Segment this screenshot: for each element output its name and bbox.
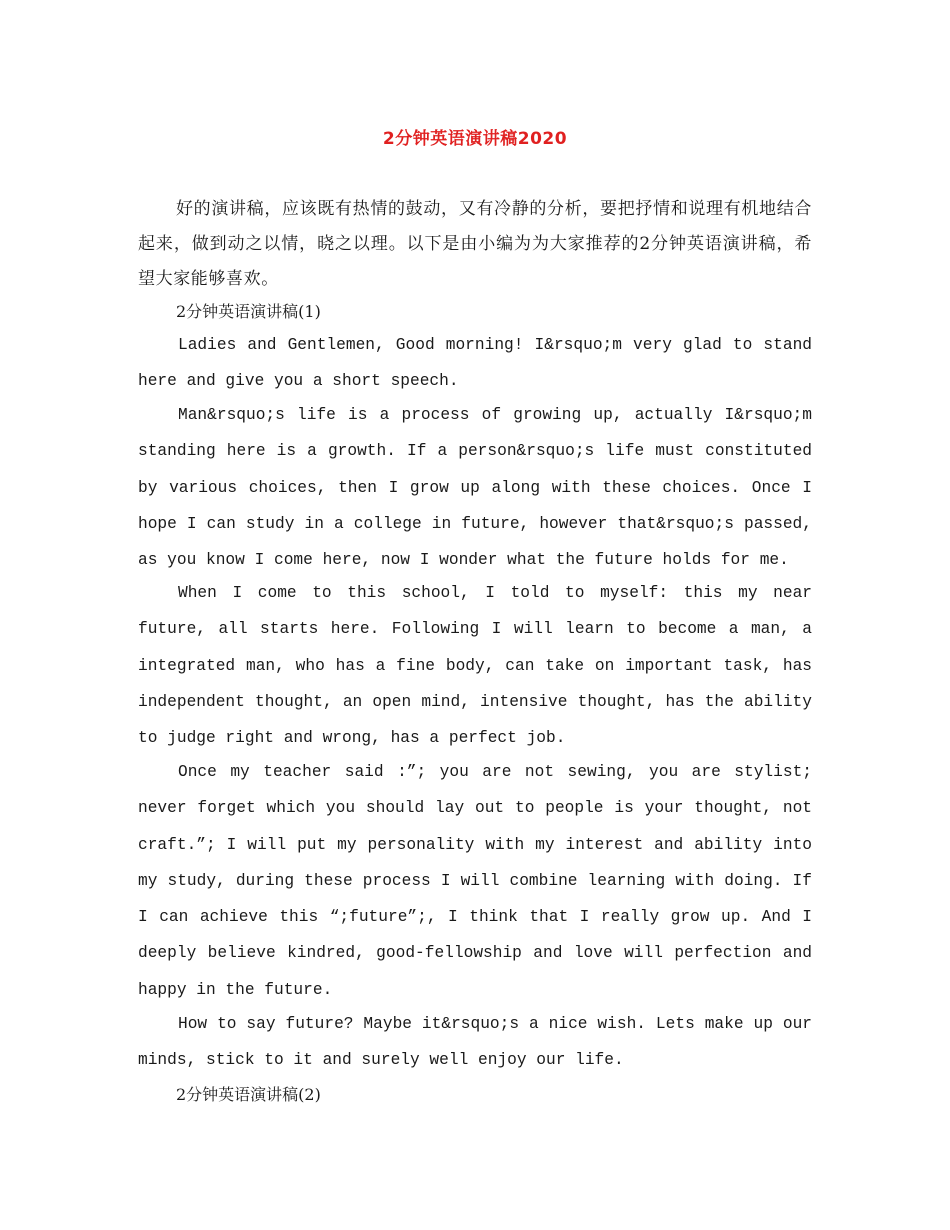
section-heading-1: 2分钟英语演讲稿(1): [176, 302, 321, 321]
speech-paragraph-3: When I come to this school, I told to myself: this my near future, all starts here. Following I will learn to become a man, a integrated man, who has a fine body, can take on important task, has independent thought, an open mind, intensive thought, has the ability to judge right and wrong, has a perfect job.: [138, 584, 812, 748]
section-heading-2: 2分钟英语演讲稿(2): [176, 1085, 321, 1104]
speech-paragraph-1: Ladies and Gentlemen, Good morning! I&rsquo;m very glad to stand here and give you a short speech.: [138, 336, 812, 391]
speech-paragraph-4: Once my teacher said :”; you are not sewing, you are stylist; never forget which you should lay out to people is your thought, not craft.”; I will put my personality with my interest and ability into my study, during these process I will combine learning with doing. If I can achieve this “;future”;, I think that I really grow up. And I deeply believe kindred, good-fellowship and love will perfection and happy in the future.: [138, 763, 812, 999]
intro-paragraph: 好的演讲稿，应该既有热情的鼓动，又有冷静的分析，要把抒情和说理有机地结合起来，做到动之以情，晓之以理。以下是由小编为为大家推荐的2分钟英语演讲稿，希望大家能够喜欢。: [138, 199, 812, 289]
speech-paragraph-5: How to say future? Maybe it&rsquo;s a nice wish. Lets make up our minds, stick to it and surely well enjoy our life.: [138, 1015, 812, 1070]
document-title: 2分钟英语演讲稿2020: [382, 129, 568, 149]
speech-paragraph-2: Man&rsquo;s life is a process of growing up, actually I&rsquo;m standing here is a growth. If a person&rsquo;s life must constituted by various choices, then I grow up along with these choices. Once I hope I can study in a college in future, however that&rsquo;s passed, as you know I come here, now I wonder what the future holds for me.: [138, 406, 812, 570]
